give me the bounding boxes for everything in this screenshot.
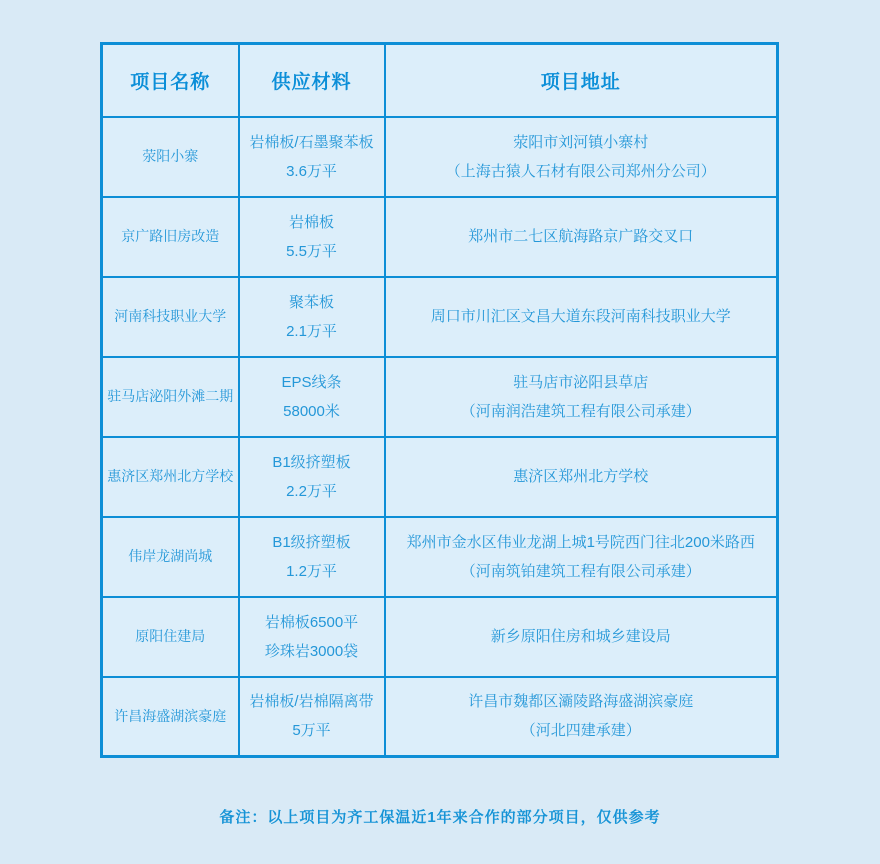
supply-material-cell-line: 2.2万平	[286, 482, 337, 500]
supply-material-cell-line: B1级挤塑板	[272, 533, 351, 551]
table-header	[102, 44, 778, 117]
table-row	[102, 357, 778, 437]
table-row	[102, 117, 778, 197]
project-name-cell-line: 惠济区郑州北方学校	[107, 468, 234, 484]
table-row	[102, 677, 778, 757]
project-name-cell	[102, 277, 239, 357]
supply-material-cell-line: 3.6万平	[286, 162, 337, 180]
project-address-cell-line: 驻马店市泌阳县草店	[513, 373, 649, 391]
header-row	[102, 44, 778, 117]
project-address-cell-line: 许昌市魏都区灞陵路海盛湖滨豪庭	[468, 693, 694, 711]
supply-material-cell-line: 5.5万平	[286, 242, 337, 260]
project-address-cell	[385, 277, 778, 357]
supply-material-cell	[239, 677, 385, 757]
supply-material-cell	[239, 437, 385, 517]
project-address-cell	[385, 197, 778, 277]
table-row	[102, 517, 778, 597]
project-address-cell	[385, 437, 778, 517]
supply-material-cell-line: 岩棉板/石墨聚苯板	[249, 133, 374, 151]
project-name-cell	[102, 597, 239, 677]
supply-material-cell	[239, 517, 385, 597]
project-name-cell	[102, 517, 239, 597]
footer-note: 备注：以上项目为齐工保温近1年来合作的部分项目，仅供参考	[219, 809, 661, 826]
supply-material-cell-line: 2.1万平	[286, 322, 337, 340]
table-row	[102, 197, 778, 277]
project-address-cell	[385, 597, 778, 677]
table-row	[102, 597, 778, 677]
supply-material-cell-line: B1级挤塑板	[272, 453, 351, 471]
project-address-cell-line: 荥阳市刘河镇小寨村	[513, 133, 649, 151]
project-name-cell	[102, 677, 239, 757]
project-address-cell-line: （上海古猿人石材有限公司郑州分公司）	[445, 162, 716, 180]
project-name-cell-line: 荥阳小寨	[142, 148, 199, 164]
project-name-cell-line: 许昌海盛湖滨豪庭	[114, 707, 227, 724]
project-name-cell-line: 伟岸龙湖尚城	[128, 548, 213, 564]
supply-material-cell	[239, 197, 385, 277]
project-address-cell-line: （河北四建承建）	[520, 722, 641, 740]
supply-material-cell-line: 58000米	[283, 402, 340, 420]
supply-material-cell-line: 岩棉板	[288, 213, 334, 231]
supply-material-cell-line: 岩棉板6500平	[264, 613, 359, 631]
project-name-cell	[102, 197, 239, 277]
supply-material-cell-line: 5万平	[292, 722, 331, 740]
project-address-cell-line: 郑州市二七区航海路京广路交叉口	[468, 228, 694, 245]
table-row	[102, 437, 778, 517]
supply-material-cell-line: EPS线条	[281, 373, 342, 391]
table-row	[102, 277, 778, 357]
project-address-cell-line: （河南筑铂建筑工程有限公司承建）	[460, 562, 701, 580]
project-address-cell	[385, 677, 778, 757]
header-project-address: 项目地址	[385, 44, 778, 117]
project-address-cell	[385, 357, 778, 437]
project-name-cell	[102, 437, 239, 517]
supply-material-cell-line: 珍珠岩3000袋	[264, 642, 359, 660]
supply-material-cell	[239, 357, 385, 437]
table-body	[102, 117, 778, 757]
header-project-name: 项目名称	[102, 44, 239, 117]
header-supply-material: 供应材料	[239, 44, 385, 117]
project-name-cell-line: 驻马店泌阳外滩二期	[107, 388, 234, 404]
project-address-cell-line: 周口市川汇区文昌大道东段河南科技职业大学	[430, 308, 731, 325]
supply-material-cell-line: 岩棉板/岩棉隔离带	[249, 693, 374, 711]
project-address-cell-line: （河南润浩建筑工程有限公司承建）	[460, 402, 701, 420]
supply-material-cell-line: 1.2万平	[286, 562, 337, 580]
project-name-cell-line: 原阳住建局	[135, 628, 206, 644]
supply-material-cell	[239, 597, 385, 677]
supply-material-cell	[239, 117, 385, 197]
project-address-cell	[385, 517, 778, 597]
project-address-cell-line: 郑州市金水区伟业龙湖上城1号院西门往北200米路西	[406, 533, 755, 551]
project-address-cell-line: 惠济区郑州北方学校	[513, 468, 649, 485]
supply-material-cell-line: 聚苯板	[288, 293, 334, 311]
project-name-cell-line: 河南科技职业大学	[114, 308, 227, 324]
project-name-cell	[102, 117, 239, 197]
project-name-cell	[102, 357, 239, 437]
project-address-cell-line: 新乡原阳住房和城乡建设局	[490, 628, 671, 645]
project-name-cell-line: 京广路旧房改造	[121, 228, 220, 244]
projects-table	[100, 42, 779, 758]
project-address-cell	[385, 117, 778, 197]
supply-material-cell	[239, 277, 385, 357]
